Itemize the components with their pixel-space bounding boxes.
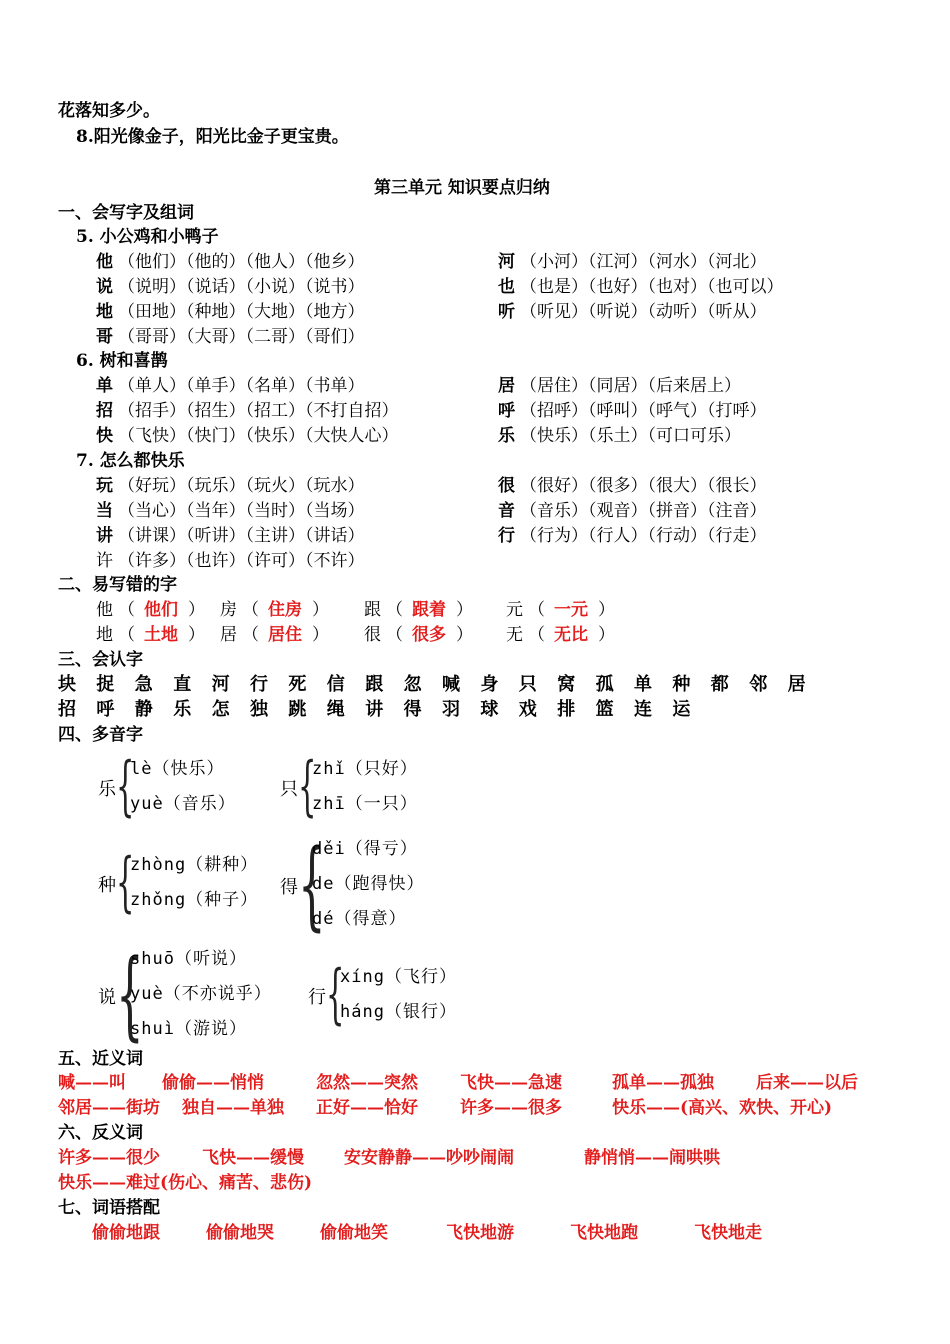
polyphone-reading: děi（得亏） [312,839,418,859]
brace: { [298,749,317,824]
word-char: 讲 [96,526,113,546]
polyphone-char: 得 [280,876,298,898]
polyphone-reading: zhòng（耕种） [130,855,259,875]
paren-open: （ [118,600,135,620]
error-char: 跟 [364,600,381,620]
recognize-char: 种 [672,674,691,695]
recognize-char: 乐 [173,699,192,720]
paren-open: （ [386,600,403,620]
recognize-char: 静 [134,699,153,720]
recognize-char: 呼 [96,699,115,720]
word-char: 乐 [498,426,515,446]
recognize-char: 窝 [557,674,576,695]
collocation-item: 偷偷地笑 [320,1223,388,1243]
polyphone-char: 说 [98,986,116,1008]
recognize-char: 羽 [442,699,460,720]
polyphone-reading: xíng（飞行） [340,967,457,987]
recognize-char: 急 [134,674,153,695]
section-7-heading: 七、词语搭配 [58,1198,160,1218]
recognize-char: 单 [634,674,652,695]
synonym-pair: 正好——恰好 [316,1098,418,1118]
paren-open: （ [528,600,545,620]
word-list: （招手）（招生）（招工）（不打自招） [118,401,399,421]
polyphone-reading: shuì（游说） [130,1019,247,1039]
paren-close: ） [312,625,329,645]
word-list: （小河）（江河）（河水）（河北） [520,252,767,272]
section-6-heading: 六、反义词 [58,1123,143,1143]
error-answer: 很多 [412,625,446,645]
recognize-char: 信 [326,674,345,695]
recognize-char: 直 [173,674,192,695]
polyphone-reading: yuè（音乐） [130,794,236,814]
error-answer: 住房 [268,600,302,620]
word-list: （他们）（他的）（他人）（他乡） [118,252,365,272]
recognize-char: 只 [518,674,537,695]
word-list: （听见）（听说）（动听）（听从） [520,302,767,322]
recognize-char: 戏 [518,699,537,720]
section-2-heading: 二、易写错的字 [58,575,177,595]
word-char: 单 [96,376,113,396]
recognize-char: 喊 [442,674,460,695]
error-char: 房 [220,600,237,620]
section-1-heading: 一、会写字及组词 [58,203,194,223]
error-answer: 跟着 [412,600,446,620]
error-char: 元 [506,600,523,620]
word-char: 快 [96,426,113,446]
paren-open: （ [118,625,135,645]
word-list: （好玩）（玩乐）（玩火）（玩水） [118,476,365,496]
word-char: 行 [498,526,515,546]
error-answer: 土地 [144,625,178,645]
recognize-char: 跟 [365,674,384,695]
word-list: （说明）（说话）（小说）（说书） [118,277,365,297]
error-answer: 一元 [554,600,588,620]
brace: { [116,749,135,824]
word-list: （哥哥）（大哥）（二哥）（哥们） [118,327,365,347]
polyphone-reading: zhī（一只） [312,794,418,814]
synonym-pair: 喊——叫 [58,1073,126,1093]
recognize-char: 篮 [595,699,614,720]
word-list: （行为）（行人）（行动）（行走） [520,526,767,546]
error-char: 居 [220,625,237,645]
brace: { [298,828,326,941]
recognize-char: 得 [403,699,422,720]
recognize-char: 身 [480,674,499,695]
recognize-char: 捉 [96,674,115,695]
error-char: 很 [364,625,381,645]
word-list: （居住）（同居）（后来居上） [520,376,741,396]
recognize-char: 运 [672,699,691,720]
recognize-char: 居 [787,674,806,695]
intro-line-1: 花落知多少。 [58,101,160,121]
recognize-char: 排 [557,699,576,720]
recognize-char: 块 [58,674,76,695]
paren-close: ） [456,600,473,620]
paren-close: ） [456,625,473,645]
word-char: 音 [498,501,515,521]
polyphone-reading: zhǒng（种子） [130,890,259,910]
word-char: 哥 [96,327,113,347]
synonym-pair: 邻居——街坊 [58,1098,160,1118]
word-list: （当心）（当年）（当时）（当场） [118,501,365,521]
section-5-heading: 五、近义词 [58,1049,143,1069]
recognize-char: 都 [710,674,729,695]
recognize-char: 行 [250,674,268,695]
polyphone-reading: lè（快乐） [130,759,225,779]
word-list: （很好）（很多）（很大）（很长） [520,476,767,496]
word-char: 呼 [498,401,515,421]
synonym-pair: 忽然——突然 [316,1073,418,1093]
recognize-char: 讲 [365,699,384,720]
error-char: 地 [96,625,113,645]
polyphone-reading: de（跑得快） [312,874,425,894]
word-list: （讲课）（听讲）（主讲）（讲话） [118,526,365,546]
polyphone-reading: shuō（听说） [130,949,247,969]
paren-open: （ [242,625,259,645]
synonym-pair: 后来——以后 [756,1073,858,1093]
polyphone-reading: zhǐ（只好） [312,759,418,779]
error-char: 他 [96,600,113,620]
paren-close: ） [188,600,205,620]
recognize-char: 球 [480,699,499,720]
error-char: 无 [506,625,523,645]
word-list: （单人）（单手）（名单）（书单） [118,376,365,396]
recognize-char: 邻 [749,674,768,695]
word-char: 招 [96,401,113,421]
recognize-char: 河 [211,674,230,695]
word-char: 说 [96,277,113,297]
collocation-item: 偷偷地跟 [92,1223,160,1243]
polyphone-char: 种 [98,875,116,896]
lesson-6-title: 6. 树和喜鹊 [76,351,168,371]
word-list: （快乐）（乐土）（可口可乐） [520,426,741,446]
collocation-item: 飞快地跑 [570,1223,638,1243]
antonym-pair: 静悄悄——闹哄哄 [584,1148,720,1168]
word-list: （音乐）（观音）（拼音）（注音） [520,501,767,521]
polyphone-char: 只 [280,779,298,800]
lesson-7-title: 7. 怎么都快乐 [76,451,185,471]
word-char: 居 [498,376,515,396]
antonym-pair: 许多——很少 [58,1148,160,1168]
section-3-heading: 三、会认字 [58,650,143,670]
word-char: 他 [96,252,113,272]
word-list: （飞快）（快门）（快乐）（大快人心） [118,426,399,446]
word-char: 河 [498,252,515,272]
intro-line-2: 8.阳光像金子，阳光比金子更宝贵。 [76,127,349,147]
word-char: 许 [96,551,113,571]
synonym-pair: 飞快——急速 [460,1073,562,1093]
word-list: （许多）（也许）（许可）（不许） [118,551,365,571]
recognize-char: 怎 [211,699,230,720]
recognize-char: 跳 [288,699,307,720]
brace: { [116,845,135,920]
word-char: 玩 [96,476,113,496]
collocation-item: 飞快地走 [694,1223,762,1243]
recognize-char: 连 [634,699,652,720]
paren-close: ） [188,625,205,645]
paren-close: ） [598,625,615,645]
error-answer: 居住 [268,625,302,645]
collocation-item: 飞快地游 [446,1223,514,1243]
error-answer: 他们 [144,600,178,620]
polyphone-char: 乐 [98,779,116,800]
synonym-pair: 独自——单独 [182,1098,284,1118]
word-char: 也 [498,277,515,297]
recognize-char: 忽 [403,674,422,695]
collocation-item: 偷偷地哭 [206,1223,274,1243]
polyphone-reading: dé（得意） [312,909,407,929]
recognize-char: 绳 [326,699,345,720]
paren-close: ） [598,600,615,620]
polyphone-reading: yuè（不亦说乎） [130,984,272,1004]
word-list: （也是）（也好）（也对）（也可以） [520,277,784,297]
word-char: 地 [96,302,113,322]
synonym-pair: 偷偷——悄悄 [162,1073,264,1093]
synonym-pair: 许多——很多 [460,1098,562,1118]
recognize-char: 死 [288,674,307,695]
page-title: 第三单元 知识要点归纳 [374,178,550,198]
brace: { [326,957,345,1032]
recognize-char: 孤 [595,674,614,695]
polyphone-char: 行 [308,987,326,1008]
word-list: （招呼）（呼叫）（呼气）（打呼） [520,401,767,421]
word-char: 当 [96,501,113,521]
synonym-pair: 孤单——孤独 [612,1073,714,1093]
antonym-pair: 快乐——难过(伤心、痛苦、悲伤) [58,1173,313,1193]
word-char: 听 [498,302,515,322]
error-answer: 无比 [554,625,588,645]
section-4-heading: 四、多音字 [58,725,143,745]
polyphone-reading: háng（银行） [340,1002,457,1022]
antonym-pair: 飞快——缓慢 [202,1148,304,1168]
paren-close: ） [312,600,329,620]
lesson-5-title: 5. 小公鸡和小鸭子 [76,227,219,247]
paren-open: （ [242,600,259,620]
recognize-char: 独 [250,699,268,720]
recognize-char: 招 [58,699,76,720]
paren-open: （ [528,625,545,645]
synonym-pair: 快乐——(高兴、欢快、开心) [612,1098,833,1118]
paren-open: （ [386,625,403,645]
word-list: （田地）（种地）（大地）（地方） [118,302,365,322]
brace: { [116,938,144,1051]
word-char: 很 [498,476,515,496]
antonym-pair: 安安静静——吵吵闹闹 [344,1148,514,1168]
